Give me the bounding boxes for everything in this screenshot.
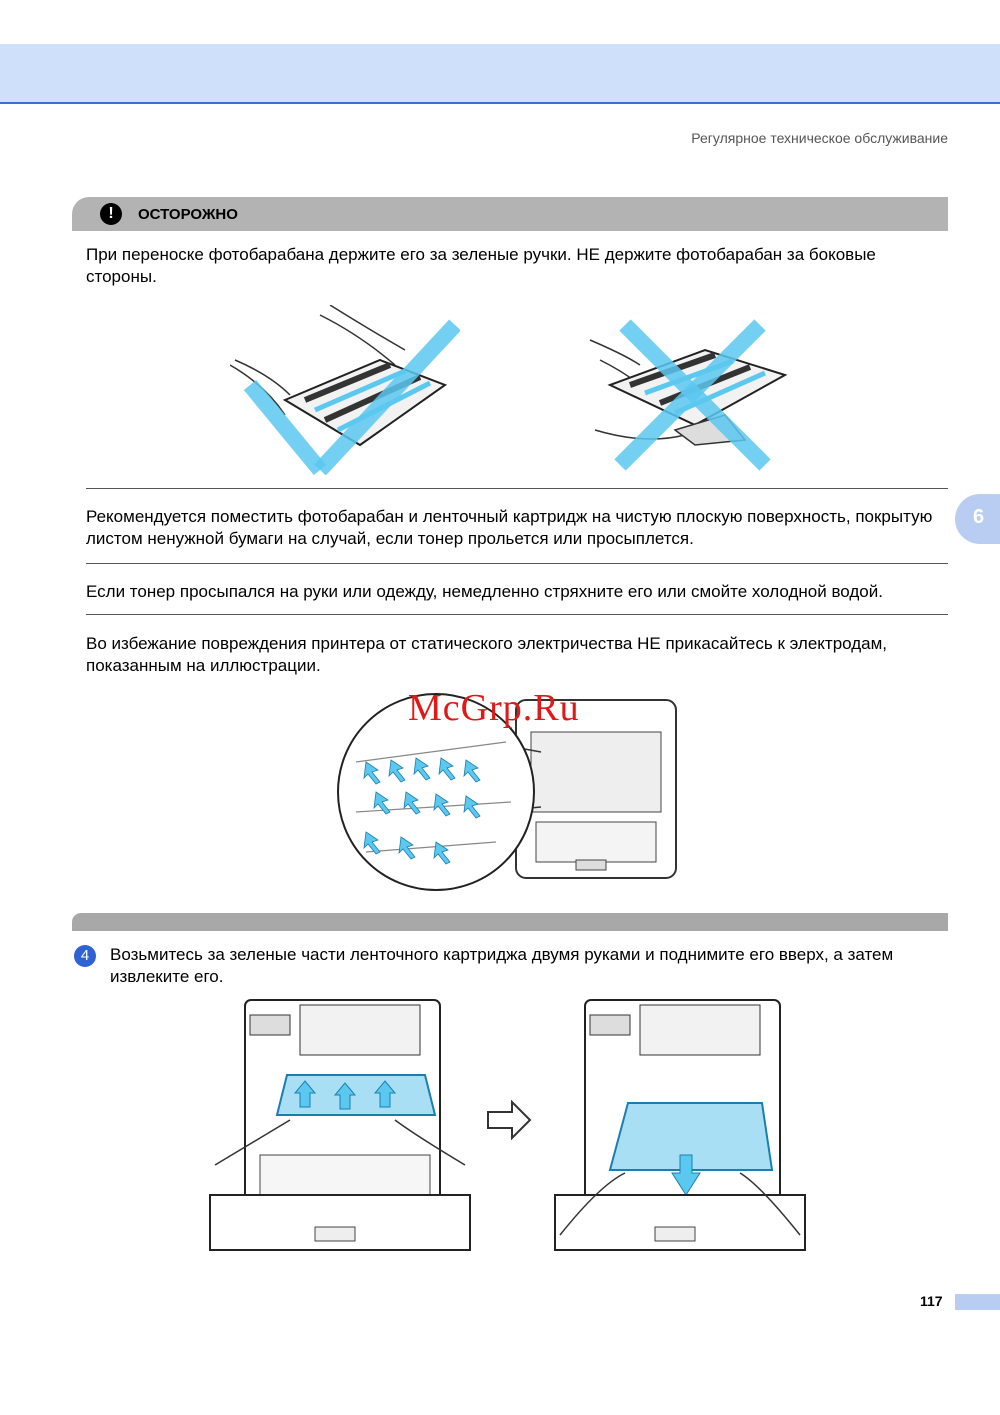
divider <box>86 614 948 615</box>
exclamation-icon: ! <box>100 203 122 225</box>
watermark: McGrp.Ru <box>408 687 580 729</box>
chapter-tab[interactable] <box>955 494 1000 544</box>
drum-wrong-grip-illustration-2 <box>585 315 795 475</box>
drum-wrong-grip-illustration-1 <box>230 305 460 475</box>
page-number: 117 <box>920 1293 943 1309</box>
divider <box>86 488 948 489</box>
next-arrow-icon <box>484 1100 534 1140</box>
caution-paragraph-2: Рекомендуется поместить фотобарабан и ленточный картридж на чистую плоскую поверхность, покрытую листом ненужной бумаги на случай, если тонер прольется или просыплется. <box>86 507 933 548</box>
caution-title: ОСТОРОЖНО <box>138 206 238 223</box>
header-band <box>0 44 1000 104</box>
caution-bar <box>72 197 948 231</box>
chapter-number: 6 <box>973 506 985 528</box>
caution-paragraph-4: Во избежание повреждения принтера от статического электричества НЕ прикасайтесь к электродам, показанным на иллюстрации. <box>86 634 888 675</box>
caution-paragraph-1: При переноске фотобарабана держите его за зеленые ручки. НЕ держите фотобарабан за боковые стороны. <box>86 245 876 286</box>
page-header-title: Регулярное техническое обслуживание <box>691 130 948 146</box>
belt-unit-remove-illustration <box>550 995 810 1257</box>
belt-unit-lift-illustration <box>205 995 475 1257</box>
caution-paragraph-3: Если тонер просыпался на руки или одежду, немедленно стряхните его или смойте холодной водой. <box>86 582 883 601</box>
divider <box>86 563 948 564</box>
page-tab <box>955 1294 1000 1310</box>
caution-end-bar <box>72 913 948 931</box>
step-number-badge: 4 <box>74 945 96 967</box>
step-instruction: Возьмитесь за зеленые части ленточного картриджа двумя руками и поднимите его вверх, а затем извлеките его. <box>110 945 894 986</box>
